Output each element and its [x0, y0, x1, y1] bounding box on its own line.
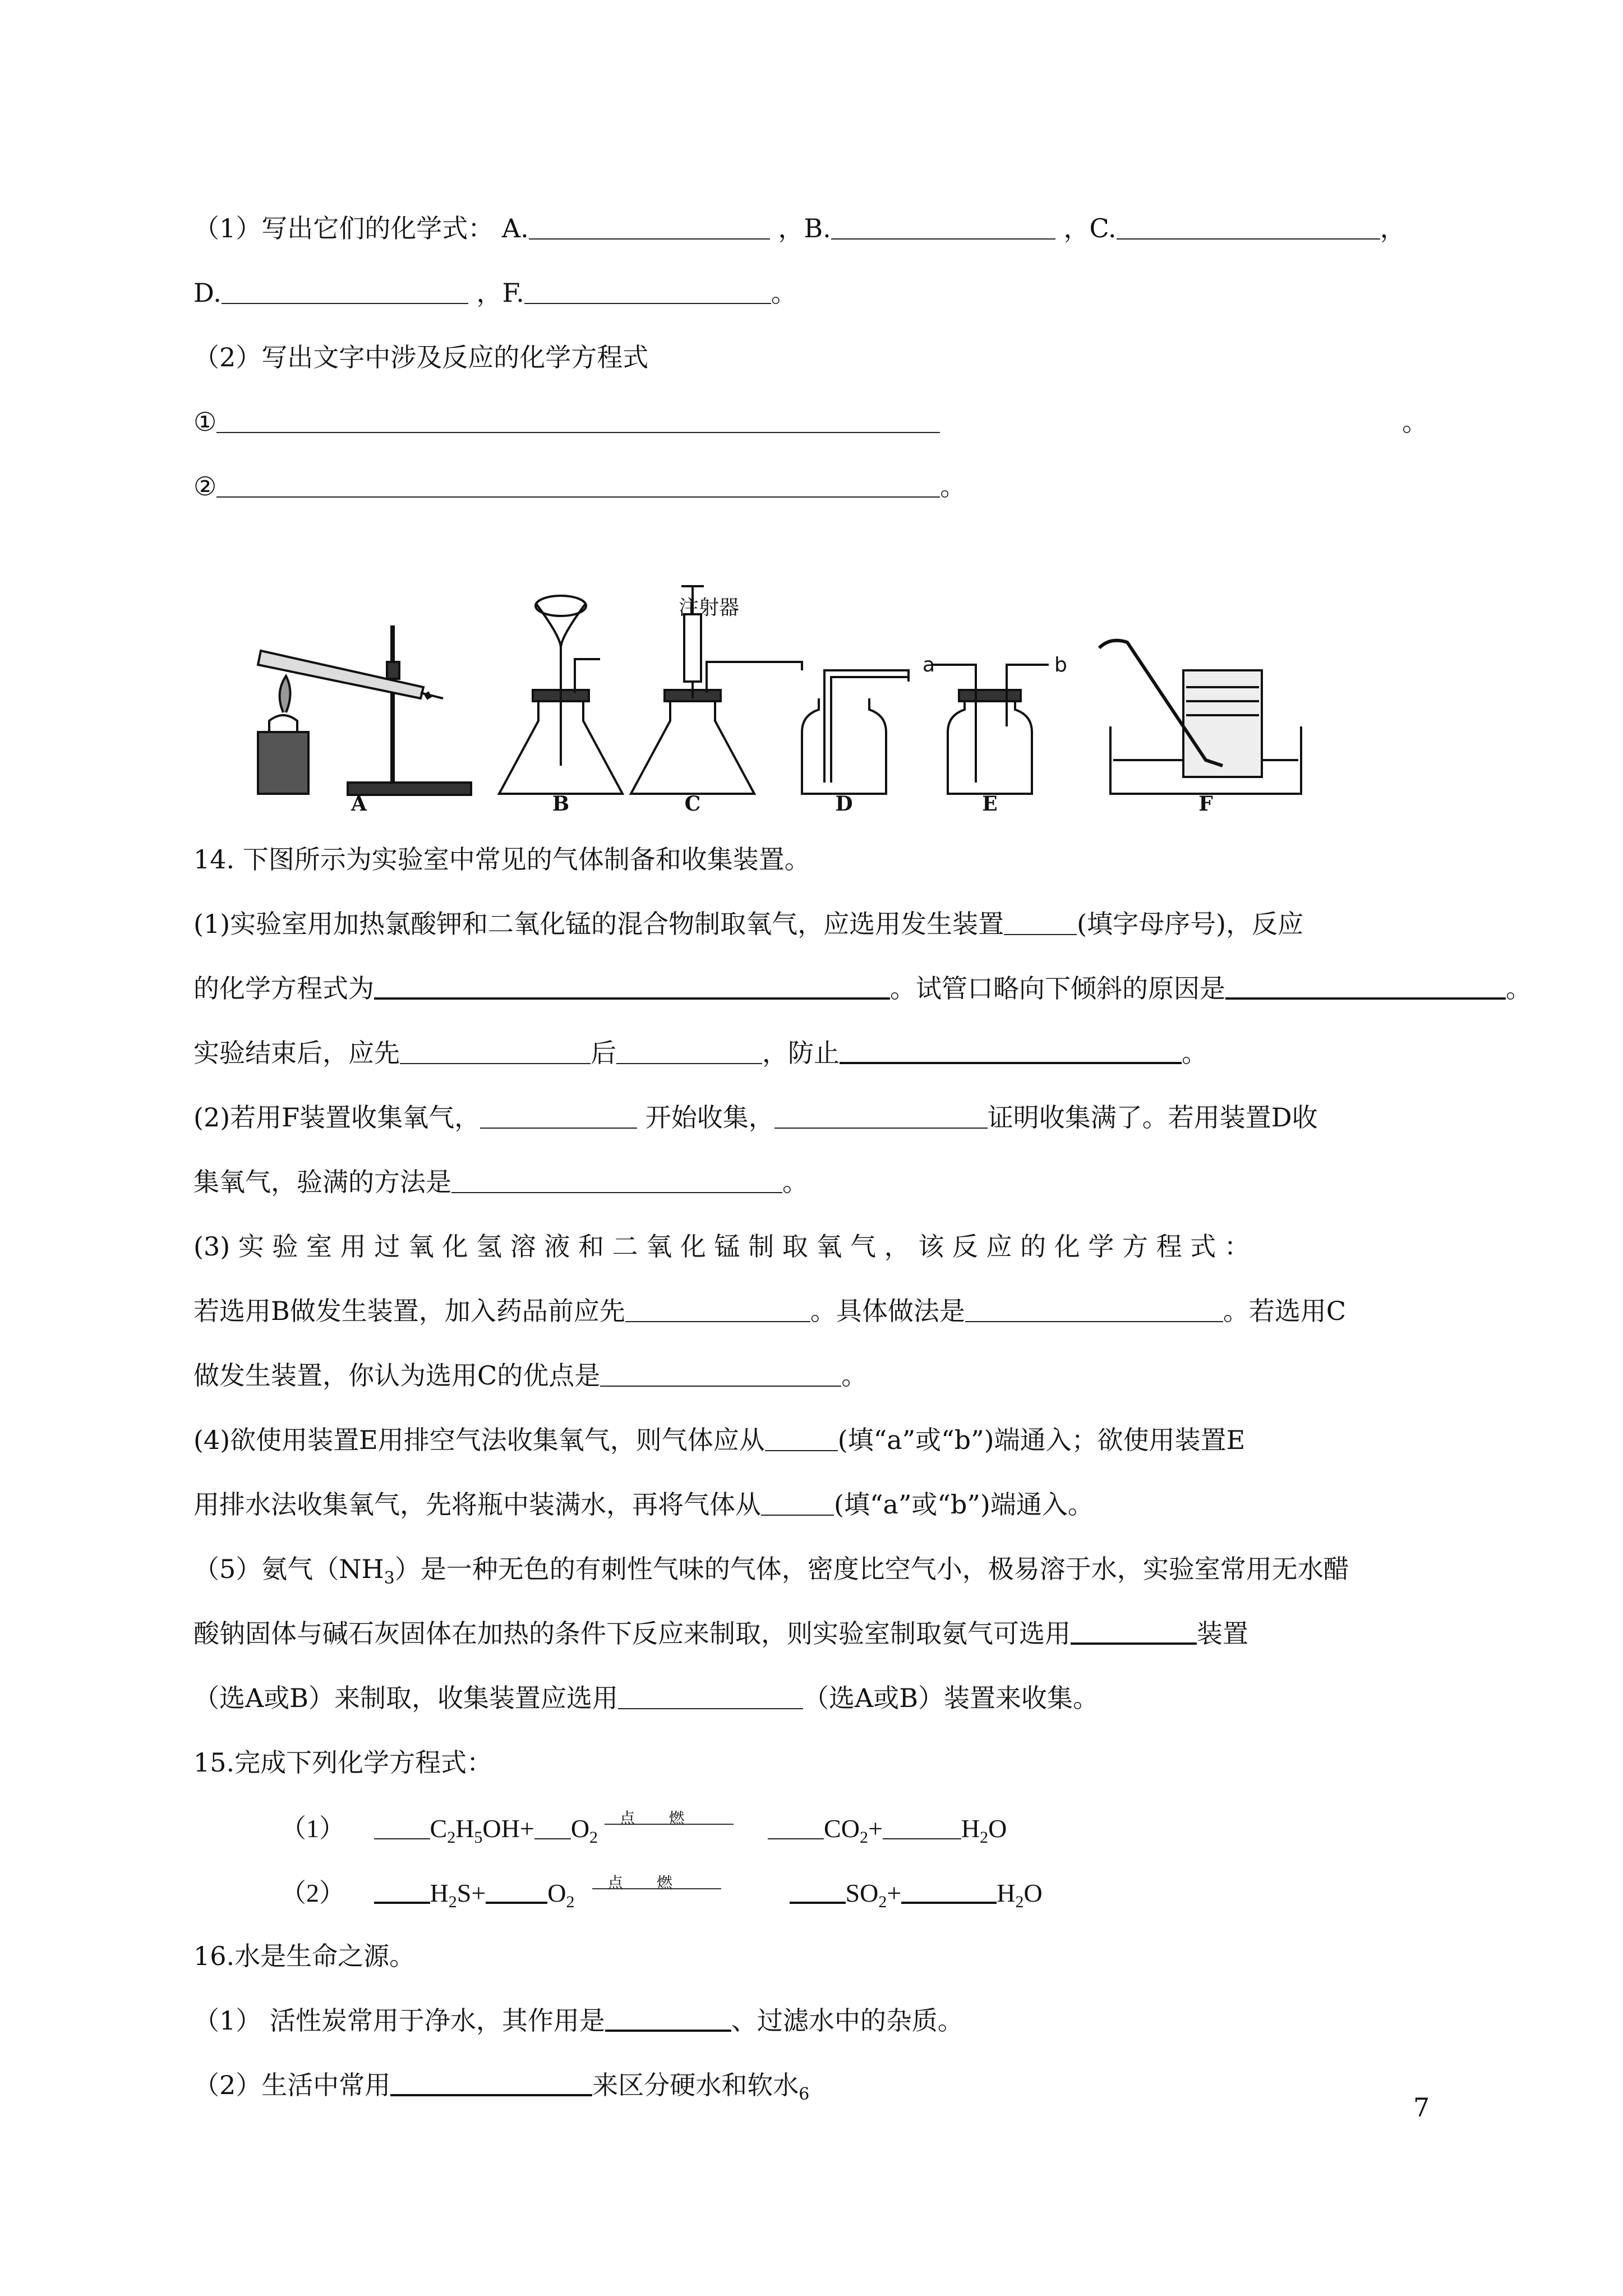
blank-coef-2a[interactable] [374, 1876, 430, 1904]
q14-title: 14. 下图所示为实验室中常见的气体制备和收集装置。 [193, 844, 810, 875]
q14-p3-line3: 做发生装置，你认为选用C的优点是 。 [193, 1360, 868, 1391]
apparatus-b [499, 596, 623, 794]
q13-formula-line: （1）写出它们的化学式： A. ，B. ，C. ， [193, 213, 1406, 243]
apparatus-figure [236, 581, 1363, 816]
label-f: F [1198, 792, 1213, 816]
q14-p1-line1: (1)实验室用加热氯酸钾和二氧化锰的混合物制取氧气，应选用发生装置 (填字母序号)，反应 [193, 909, 1304, 939]
q15-equation-2: （2） $H_2S+ O_2$ 点燃 $SO_2+ H_2O$ [280, 1875, 1043, 1911]
q16-p1: （1） 活性炭常用于净水，其作用是 、过滤水中的杂质。 [193, 2003, 963, 2039]
page-number: 7 [1413, 2092, 1430, 2123]
blank-d[interactable] [222, 277, 468, 304]
blank-coef-1d[interactable] [883, 1812, 961, 1839]
q14-p2-line2: 集氧气，验满的方法是 。 [193, 1167, 808, 1197]
q16-title: 16.水是生命之源。 [193, 1941, 416, 1971]
q14-p5-line3: （选A或B）来制取，收集装置应选用 （选A或B）装置来收集。 [193, 1683, 1099, 1713]
blank-q14-15[interactable] [1071, 1617, 1197, 1645]
blank-b[interactable] [831, 213, 1055, 240]
blank-coef-1b[interactable] [534, 1812, 571, 1839]
q14-p5-line1: （5）氨气$(NH_3)$是一种无色的有刺性气味的气体，密度比空气小，极易溶于水，实验室常用无水醋 [193, 1554, 1349, 1588]
q13-part2: （2）写出文字中涉及反应的化学方程式 [193, 342, 649, 372]
q13-eq1-line: ① [193, 404, 940, 440]
q14-p5-line2: 酸钠固体与碱石灰固体在加热的条件下反应来制取，则实验室制取氨气可选用 装置 [193, 1616, 1248, 1651]
syringe-label: 注射器 [679, 596, 740, 619]
blank-q14-12[interactable] [600, 1360, 841, 1387]
reaction-condition-1: 点燃 [605, 1809, 734, 1837]
blank-q14-2[interactable] [374, 972, 890, 1000]
q14-p4-line1: (4)欲使用装置E用排空气法收集氧气，则气体应从 (填“a”或“b”)端通入；欲使用装置E [193, 1425, 1246, 1455]
reaction-condition-2: 点燃 [592, 1874, 721, 1902]
apparatus-f [1099, 641, 1301, 794]
q14-p1-line3: 实验结束后，应先 后 ，防止 。 [193, 1035, 1207, 1071]
q15-equation-1: （1） $C_2H_5OH+ O_2$ 点燃 $CO_2+ H_2O$ [280, 1810, 1007, 1847]
label-b: B [552, 792, 570, 816]
blank-q14-5[interactable] [616, 1037, 762, 1064]
label-a: A [351, 792, 367, 816]
q14-p4-line2: 用排水法收集氧气，先将瓶中装满水，再将气体从 (填“a”或“b”)端通入。 [193, 1489, 1094, 1520]
blank-coef-2b[interactable] [486, 1876, 547, 1904]
q14-p2-line1: (2)若用F装置收集氧气， 开始收集， 证明收集满了。若用装置D收 [193, 1102, 1318, 1133]
blank-coef-1c[interactable] [768, 1812, 824, 1839]
port-b-label: b [1054, 654, 1067, 677]
q14-p3-line1: (3) 实 验 室 用 过 氧 化 氢 溶 液 和 二 氧 化 锰 制 取 氧 气 ， 该 反 应 的 化 学 方 程 式 ： [193, 1231, 1250, 1262]
q16-p2: （2）生活中常用 来区分硬水和软水$_6$ [193, 2067, 809, 2113]
q14-p1-line2: 的化学方程式为 。试管口略向下倾斜的原因是 。 [193, 970, 1532, 1006]
blank-coef-1a[interactable] [374, 1812, 430, 1839]
q15-title: 15.完成下列化学方程式： [193, 1747, 493, 1778]
blank-q16-1[interactable] [605, 2004, 731, 2032]
blank-q14-9[interactable] [451, 1166, 782, 1193]
blank-c[interactable] [1117, 213, 1380, 240]
q13-eq2-line: ② 。 [193, 471, 966, 501]
blank-eq2[interactable] [216, 471, 940, 498]
q13-formula-line-2: D. ，F. 。 [193, 278, 797, 308]
q14-p3-line2: 若选用B做发生装置，加入药品前应先 。具体做法是 。若选用C [193, 1296, 1347, 1326]
apparatus-a [258, 625, 471, 795]
apparatus-e [931, 665, 1049, 794]
blank-q14-1[interactable] [1004, 908, 1077, 935]
label-c: C [684, 792, 701, 816]
blank-eq1[interactable] [216, 406, 940, 433]
blank-coef-2c[interactable] [790, 1876, 846, 1904]
blank-q14-6[interactable] [840, 1036, 1182, 1064]
blank-q14-7[interactable] [480, 1102, 637, 1129]
q13-eq1-period: 。 [1402, 407, 1428, 437]
port-a-label: a [923, 654, 935, 677]
label-e: E [982, 792, 998, 816]
blank-q14-8[interactable] [774, 1102, 988, 1129]
blank-q14-3[interactable] [1225, 972, 1506, 1000]
blank-q14-11[interactable] [965, 1295, 1223, 1322]
blank-q14-4[interactable] [400, 1037, 591, 1064]
label-d: D [835, 792, 853, 816]
blank-q14-13[interactable] [765, 1424, 838, 1451]
apparatus-d [802, 670, 909, 794]
blank-f[interactable] [524, 277, 771, 304]
blank-q16-2[interactable] [390, 2068, 592, 2096]
blank-coef-2d[interactable] [901, 1876, 997, 1904]
blank-a[interactable] [529, 213, 770, 240]
blank-q14-14[interactable] [761, 1489, 834, 1516]
blank-q14-10[interactable] [625, 1295, 810, 1322]
blank-q14-16[interactable] [618, 1682, 803, 1709]
